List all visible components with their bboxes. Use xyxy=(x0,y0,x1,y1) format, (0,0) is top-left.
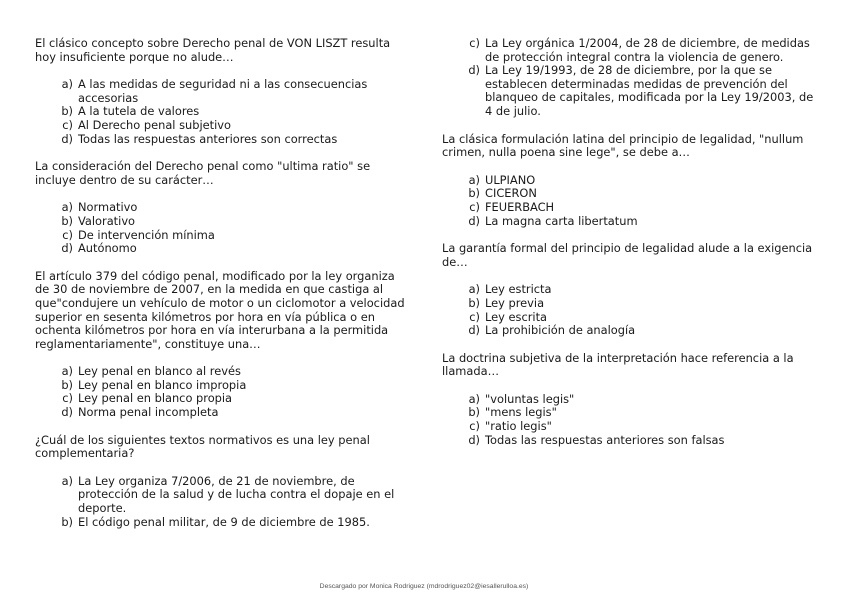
option-d: d) Autónomo xyxy=(61,241,137,256)
option-c: c) FEUERBACH xyxy=(469,199,555,214)
question-2: La consideración del Derecho penal como "ultima ratio" se incluye dentro de su carácter… xyxy=(35,159,371,187)
option-a: a) "voluntas legis" xyxy=(468,391,575,406)
option-a: a) ULPIANO xyxy=(468,172,536,187)
question-4-options-continued xyxy=(442,37,817,119)
question-1-options xyxy=(35,78,410,146)
option-c: c) Ley escrita xyxy=(469,309,548,324)
question-7-options xyxy=(442,393,817,447)
option-a: a) A las medidas de seguridad ni a las consecuencias accesorias xyxy=(61,77,368,105)
question-4-options xyxy=(35,475,410,529)
question-4: ¿Cuál de los siguientes textos normativos es una ley penal complementaria? xyxy=(35,432,370,461)
option-c: c) Ley penal en blanco propia xyxy=(62,391,233,406)
option-c: c) Al Derecho penal subjetivo xyxy=(62,117,231,132)
download-footer: Descargado por Monica Rodriguez (mdrodriguez02@iesallerulloa.es) xyxy=(319,583,529,590)
option-b: b) Ley penal en blanco impropia xyxy=(61,377,247,392)
option-b: b) Valorativo xyxy=(61,213,136,228)
option-b: b) "mens legis" xyxy=(468,405,557,420)
option-c: c) La Ley orgánica 1/2004, de 28 de diciembre, de medidas de protección integral contra la violencia de genero. xyxy=(469,36,810,64)
option-c: c) "ratio legis" xyxy=(469,419,552,434)
option-d: d) La prohibición de analogía xyxy=(468,323,636,338)
option-d: d) La Ley 19/1993, de 28 de diciembre, por la que se establecen determinadas medidas de prevención del blanqueo de capitales, modificada por la Ley 19/2003, de 4 de julio. xyxy=(468,63,814,118)
option-a: a) Ley estricta xyxy=(468,282,552,297)
option-c: c) De intervención mínima xyxy=(62,227,215,242)
question-1: El clásico concepto sobre Derecho penal de VON LISZT resulta hoy insuficiente porque no alude… xyxy=(35,36,391,64)
option-d: d) Norma penal incompleta xyxy=(61,405,219,420)
option-a: a) Normativo xyxy=(61,200,138,215)
question-3-options xyxy=(35,365,410,419)
question-7: La doctrina subjetiva de la interpretación hace referencia a la llamada… xyxy=(442,350,794,379)
question-6: La garantía formal del principio de legalidad alude a la exigencia de… xyxy=(442,241,813,269)
option-b: b) El código penal militar, de 9 de diciembre de 1985. xyxy=(61,514,370,529)
right-column xyxy=(442,0,817,447)
question-3: El artículo 379 del código penal, modificado por la ley organiza de 30 de noviembre de 2007, en la medida en que castiga al que"condujere un vehículo de motor o un ciclomotor a velocidad superior en sesenta kilómetros por hora en vía pública o en ochenta kilómetros por hora en vía interurbana a la permitida reglamentariamente", constituye una… xyxy=(35,268,405,351)
question-5: La clásica formulación latina del principio de legalidad, "nullum crimen, nulla poena sine lege", se debe a… xyxy=(442,131,804,160)
question-2-options xyxy=(35,201,410,255)
option-a: a) Ley penal en blanco al revés xyxy=(61,364,241,379)
option-d: d) Todas las respuestas anteriores son falsas xyxy=(468,432,725,447)
option-b: b) A la tutela de valores xyxy=(61,104,200,119)
option-b: b) CICERON xyxy=(468,186,537,201)
option-d: d) Todas las respuestas anteriores son correctas xyxy=(61,131,338,146)
left-column xyxy=(35,0,410,529)
option-b: b) Ley previa xyxy=(468,295,545,310)
question-5-options xyxy=(442,174,817,228)
option-d: d) La magna carta libertatum xyxy=(468,213,638,228)
question-6-options xyxy=(442,283,817,337)
option-a: a) La Ley organiza 7/2006, de 21 de noviembre, de protección de la salud y de lucha contra el dopaje en el deporte. xyxy=(61,473,395,516)
